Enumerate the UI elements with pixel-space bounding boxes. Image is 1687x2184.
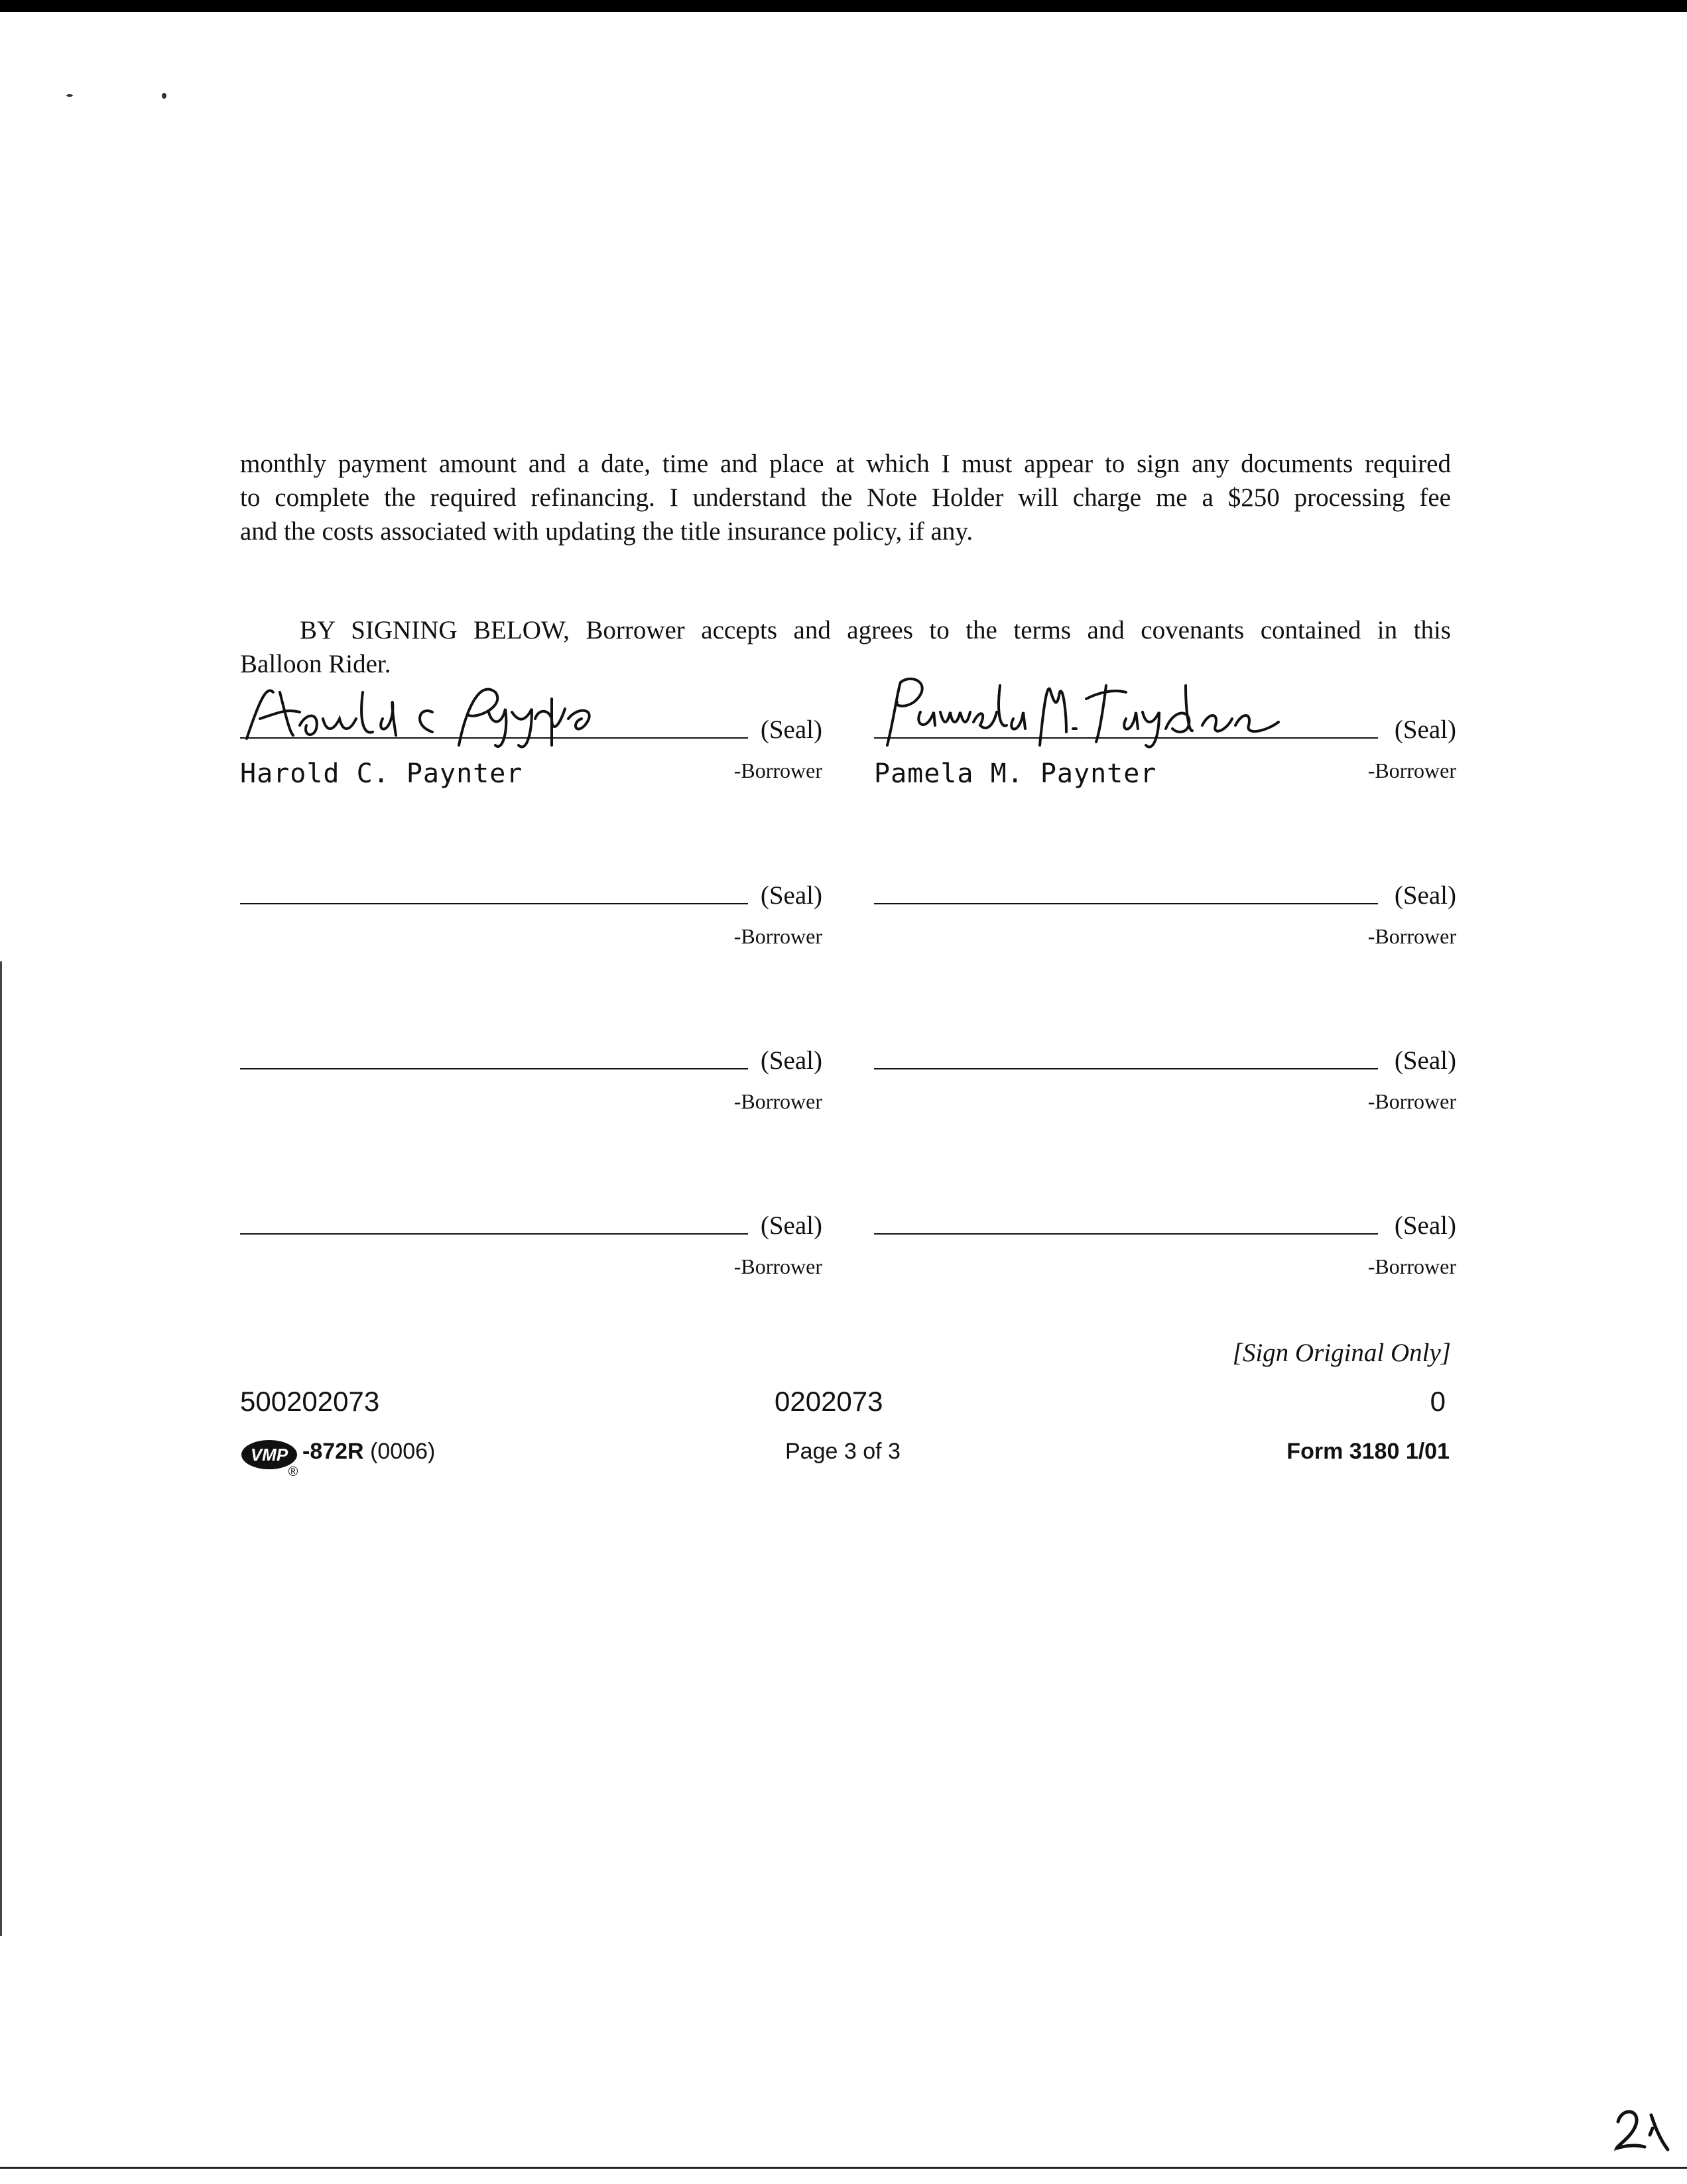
signer-name: Pamela M. Paynter (874, 758, 1157, 789)
paragraph-line: to complete the required refinancing. I understand the Note Holder will charge me a $250 processing fee (240, 483, 1451, 512)
borrower-label: -Borrower (733, 1254, 822, 1278)
borrower-label: -Borrower (1367, 1254, 1456, 1278)
signature-line[interactable] (874, 1233, 1378, 1235)
center-loan-number: 0202073 (775, 1386, 883, 1417)
borrower-label: -Borrower (1367, 924, 1456, 948)
loan-number: 500202073 (240, 1386, 380, 1417)
borrower-label: -Borrower (733, 924, 822, 948)
signature-line[interactable] (240, 1068, 748, 1069)
paragraph-line: and the costs associated with updating the title insurance policy, if any. (240, 517, 973, 546)
signature-block-blank (874, 1182, 1456, 1278)
vmp-logo-icon (240, 1437, 304, 1477)
signature-line[interactable] (240, 903, 748, 904)
borrower-label: -Borrower (1367, 758, 1456, 782)
signature-line[interactable] (240, 1233, 748, 1235)
borrower-label: -Borrower (733, 758, 822, 782)
right-number: 0 (1430, 1386, 1446, 1417)
borrower-label: -Borrower (1367, 1089, 1456, 1113)
seal-label: (Seal) (760, 1046, 822, 1075)
vmp-logo-text: VMP (250, 1445, 288, 1465)
signature-line[interactable] (240, 737, 748, 739)
signature-line[interactable] (874, 737, 1378, 739)
form-code-version: (0006) (370, 1439, 436, 1464)
seal-label: (Seal) (1394, 715, 1456, 744)
signature-block-harold (240, 686, 822, 789)
scan-speck (162, 93, 166, 99)
harold-signature-image (240, 672, 611, 752)
signer-name: Harold C. Paynter (240, 758, 523, 789)
signature-block-blank (240, 1182, 822, 1278)
handwritten-page-mark (1611, 2102, 1671, 2155)
form-code-number: -872R (302, 1439, 364, 1464)
pamela-signature-image (874, 672, 1285, 752)
signature-block-pamela (874, 686, 1456, 789)
top-scan-border (0, 0, 1687, 12)
seal-label: (Seal) (1394, 1211, 1456, 1240)
seal-label: (Seal) (760, 881, 822, 910)
acceptance-paragraph (240, 613, 1451, 681)
form-code (302, 1439, 435, 1465)
seal-label: (Seal) (1394, 881, 1456, 910)
signature-line[interactable] (874, 903, 1378, 904)
paragraph-line: BY SIGNING BELOW, Borrower accepts and agrees to the terms and covenants contained in this (300, 616, 1451, 644)
paragraph-line: Balloon Rider. (240, 650, 391, 678)
bottom-scan-border (0, 2167, 1687, 2169)
sign-original-note: [Sign Original Only] (1232, 1339, 1451, 1367)
signature-block-blank (874, 851, 1456, 948)
registered-mark: ® (288, 1465, 298, 1477)
signature-block-blank (240, 851, 822, 948)
left-scan-edge (0, 961, 2, 1936)
scan-speck (66, 94, 73, 97)
page-number: Page 3 of 3 (785, 1439, 901, 1464)
form-number: Form 3180 1/01 (1286, 1439, 1450, 1464)
paragraph-line: monthly payment amount and a date, time and place at which I must appear to sign any documents required (240, 450, 1451, 478)
signature-block-blank (874, 1016, 1456, 1113)
refinancing-paragraph (240, 447, 1451, 548)
signature-line[interactable] (874, 1068, 1378, 1069)
seal-label: (Seal) (1394, 1046, 1456, 1075)
seal-label: (Seal) (760, 715, 822, 744)
signature-block-blank (240, 1016, 822, 1113)
seal-label: (Seal) (760, 1211, 822, 1240)
borrower-label: -Borrower (733, 1089, 822, 1113)
